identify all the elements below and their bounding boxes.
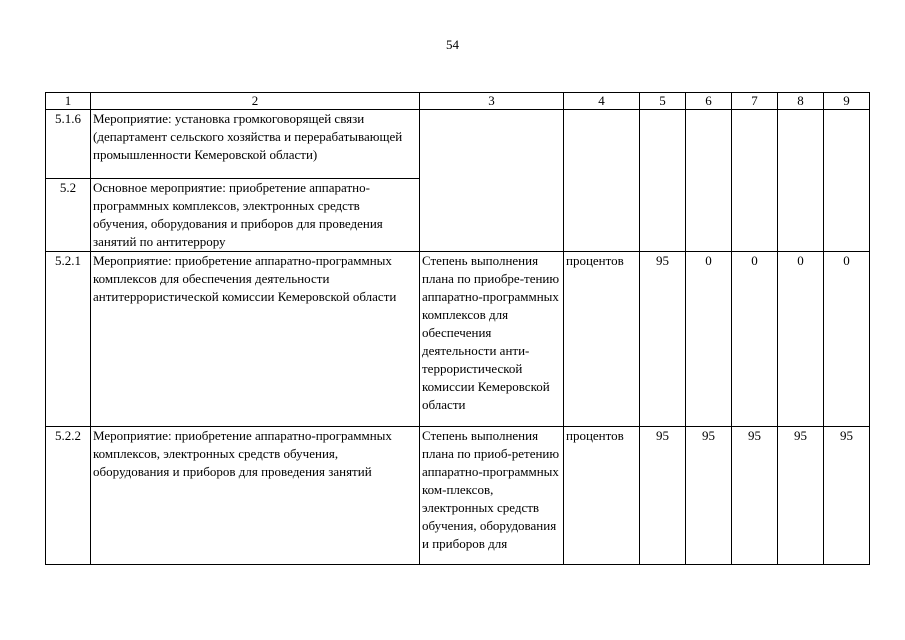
- column-number: 1: [46, 93, 91, 110]
- value-cell: 95: [824, 427, 870, 565]
- indicators-table: [45, 92, 870, 565]
- value-cell: [732, 110, 778, 252]
- column-number: 4: [564, 93, 640, 110]
- value-cell: 0: [686, 252, 732, 427]
- activity-cell: Мероприятие: установка громкоговорящей связи (департамент сельского хозяйства и перерабатывающей промышленности Кемеровской области): [91, 110, 420, 179]
- indicator-cell: Степень выполнения плана по приоб-ретению аппаратно-программных ком-плексов, электронных средств обучения, оборудования и приборов для: [420, 427, 564, 565]
- value-cell: [640, 110, 686, 252]
- unit-cell: процентов: [564, 427, 640, 565]
- table-row: [46, 427, 870, 565]
- column-number: 9: [824, 93, 870, 110]
- activity-cell: Основное мероприятие: приобретение аппаратно-программных комплексов, электронных средств обучения, оборудования и приборов для проведения занятий по антитеррору: [91, 179, 420, 252]
- value-cell: 0: [778, 252, 824, 427]
- value-cell: 95: [640, 427, 686, 565]
- value-cell: 0: [824, 252, 870, 427]
- column-number: 2: [91, 93, 420, 110]
- column-number: 7: [732, 93, 778, 110]
- activity-cell: Мероприятие: приобретение аппаратно-программных комплексов для обеспечения деятельности антитеррористической комиссии Кемеровской области: [91, 252, 420, 427]
- value-cell: 95: [732, 427, 778, 565]
- unit-cell: [564, 110, 640, 252]
- column-number: 5: [640, 93, 686, 110]
- table-row: [46, 110, 870, 179]
- indicator-cell: [420, 110, 564, 252]
- value-cell: [778, 110, 824, 252]
- indicator-cell: Степень выполнения плана по приобре-тению аппаратно-программных комплексов для обеспечения деятельности анти-террористической комиссии Кемеровской области: [420, 252, 564, 427]
- value-cell: 95: [640, 252, 686, 427]
- value-cell: [686, 110, 732, 252]
- value-cell: 0: [732, 252, 778, 427]
- column-number: 6: [686, 93, 732, 110]
- page-number: 54: [446, 37, 459, 52]
- row-number: 5.1.6: [46, 110, 91, 179]
- unit-cell: процентов: [564, 252, 640, 427]
- value-cell: 95: [778, 427, 824, 565]
- column-numbers-row: [46, 93, 870, 110]
- column-number: 8: [778, 93, 824, 110]
- row-number: 5.2: [46, 179, 91, 252]
- activity-cell: Мероприятие: приобретение аппаратно-программных комплексов, электронных средств обучения, оборудования и приборов для проведения занятий: [91, 427, 420, 565]
- row-number: 5.2.2: [46, 427, 91, 565]
- value-cell: [824, 110, 870, 252]
- row-number: 5.2.1: [46, 252, 91, 427]
- table-row: [46, 252, 870, 427]
- column-number: 3: [420, 93, 564, 110]
- value-cell: 95: [686, 427, 732, 565]
